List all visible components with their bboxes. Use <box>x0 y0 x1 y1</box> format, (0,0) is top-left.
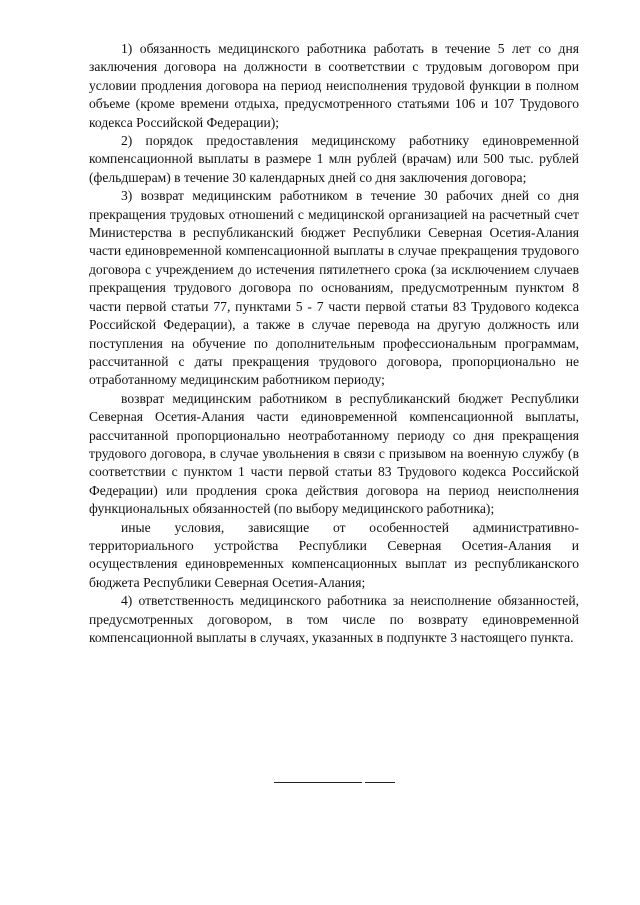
paragraph-responsibility: 4) ответственность медицинского работника за неисполнение обязанностей, предусмотренных договором, в том числе по возврату единовременной компенсационной выплаты в случаях, указанных в подпункте 3 настоящего пункта. <box>89 593 579 645</box>
document-body <box>89 40 579 647</box>
paragraph-other-conditions: иные условия, зависящие от особенностей административно-территориального устройства Республики Северная Осетия-Алания и осуществления единовременных компенсационных выплат из республиканского бюджета Республики Северная Осетия-Алания; <box>89 519 579 590</box>
end-of-document-rule <box>274 782 395 783</box>
paragraph-refund-on-military-service: возврат медицинским работником в республиканский бюджет Республики Северная Осетия-Алания части единовременной компенсационной выплаты, рассчитанной пропорционально неотработанному периоду со дня прекращения трудового договора, в случае увольнения в связи с призывом на военную службу (в соответствии с пунктом 1 части первой статьи 83 Трудового кодекса Российской Федерации) или продления срока действия договора на период неисполнения функциональных обязанностей (по выбору медицинского работника); <box>89 390 579 517</box>
paragraph-payment-procedure: 2) порядок предоставления медицинскому работнику единовременной компенсационной выплаты в размере 1 млн рублей (врачам) или 500 тыс. рублей (фельдшерам) в течение 30 календарных дней со дня заключения договора; <box>89 133 579 185</box>
end-rule-long-segment <box>274 782 362 783</box>
paragraph-refund-on-termination: 3) возврат медицинским работником в течение 30 рабочих дней со дня прекращения трудовых отношений с медицинской организацией на расчетный счет Министерства в республиканский бюджет Республики Северная Осетия-Алания части единовременной компенсационной выплаты в случае прекращения трудового договора с учреждением до истечения пятилетнего срока (за исключением случаев прекращения трудового договора по основаниям, предусмотренным пунктом 8 части первой статьи 77, пунктами 5 - 7 части первой статьи 83 Трудового кодекса Российской Федерации), а также в случае перевода на другую должность или поступления на обучение по дополнительным профессиональным программам, рассчитанной с даты прекращения трудового договора, пропорционально не отработанному медицинским работником периоду; <box>89 188 579 388</box>
end-rule-short-segment <box>365 782 395 783</box>
paragraph-obligation-to-work: 1) обязанность медицинского работника работать в течение 5 лет со дня заключения договора на должности в соответствии с трудовым договором при условии продления договора на период неисполнения трудовой функции в полном объеме (кроме времени отдыха, предусмотренного статьями 106 и 107 Трудового кодекса Российской Федерации); <box>89 41 579 130</box>
